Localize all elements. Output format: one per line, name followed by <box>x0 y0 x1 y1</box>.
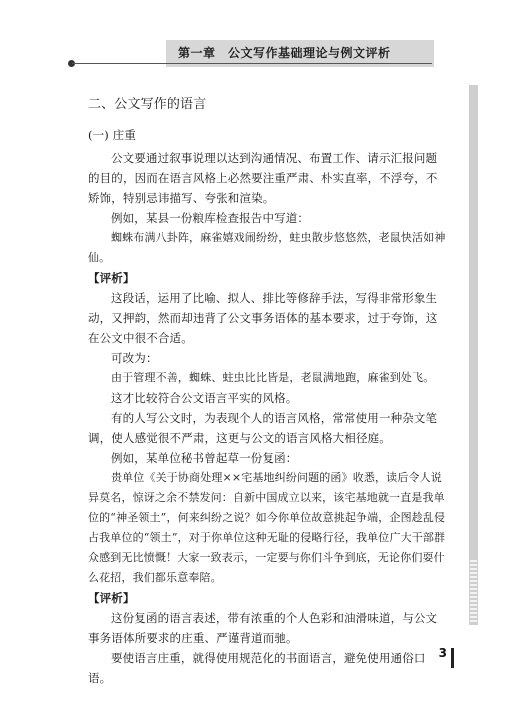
quoted-example: 蜘蛛布满八卦阵，麻雀嬉戏闹纷纷，蛀虫散步悠悠然，老鼠快活如神仙。 <box>88 231 446 264</box>
side-margin-stripes <box>470 558 477 624</box>
comment-label: 【评析】 <box>88 271 135 285</box>
page-number-tab <box>451 648 454 668</box>
paragraph: 有的人写公文时，为表现个人的语言风格，常常使用一种杂文笔调，使人感觉很不严肃，这更与公文的语言风格大相径庭。 <box>88 411 438 445</box>
paragraph: 这才比较符合公文语言平实的风格。 <box>111 391 298 405</box>
quoted-example: 由于管理不善，蜘蛛、蛀虫比比皆是，老鼠满地跑，麻雀到处飞。 <box>111 371 435 384</box>
section-heading: 二、公文写作的语言 <box>88 97 207 112</box>
paragraph: 例如，某单位秘书曾起草一份复函： <box>111 451 298 465</box>
quoted-example: 贵单位《关于协商处理××宅基地纠纷问题的函》收悉，读后令人说异莫名，惊讶之余不禁发问：自新中国成立以来，该宅基地就一直是我单位的“神圣领土”，何来纠纷之说？如今你单位故意挑起争端，企图趁乱侵占我单位的“领土”，对于你单位这种无耻的侵略行径，我单位广大干部群众感到无比愤慨！大家一致表示，一定要与你们斗争到底，无论你们耍什么花招，我们都乐意奉陪。 <box>88 471 446 584</box>
paragraph: 这段话，运用了比喻、拟人、排比等修辞手法，写得非常形象生动，又押韵，然而却违背了公文事务语体的基本要求，过于夸饰，这在公文中很不合适。 <box>88 291 438 345</box>
page-body <box>88 95 448 688</box>
chapter-title: 第一章 公文写作基础理论与例文评析 <box>178 46 391 60</box>
side-margin-bar <box>469 85 478 625</box>
paragraph: 这份复函的语言表述，带有浓重的个人色彩和油滑味道，与公文事务语体所要求的庄重、严谨背道而驰。 <box>88 611 438 645</box>
header-rule <box>72 63 432 64</box>
subsection-heading: (一) 庄重 <box>88 128 137 142</box>
paragraph: 公文要通过叙事说理以达到沟通情况、布置工作、请示汇报问题的目的，因而在语言风格上必然要注重严肃、朴实直率，不浮夸，不矫饰，特别忌讳描写、夸张和渲染。 <box>88 151 438 205</box>
page-number: 3 <box>438 646 447 660</box>
paragraph: 要使语言庄重，就得使用规范化的书面语言，避免使用通俗口语。 <box>88 651 426 685</box>
paragraph: 可改为： <box>111 351 158 365</box>
paragraph: 例如，某县一份粮库检查报告中写道： <box>111 211 310 225</box>
comment-label: 【评析】 <box>88 591 135 605</box>
